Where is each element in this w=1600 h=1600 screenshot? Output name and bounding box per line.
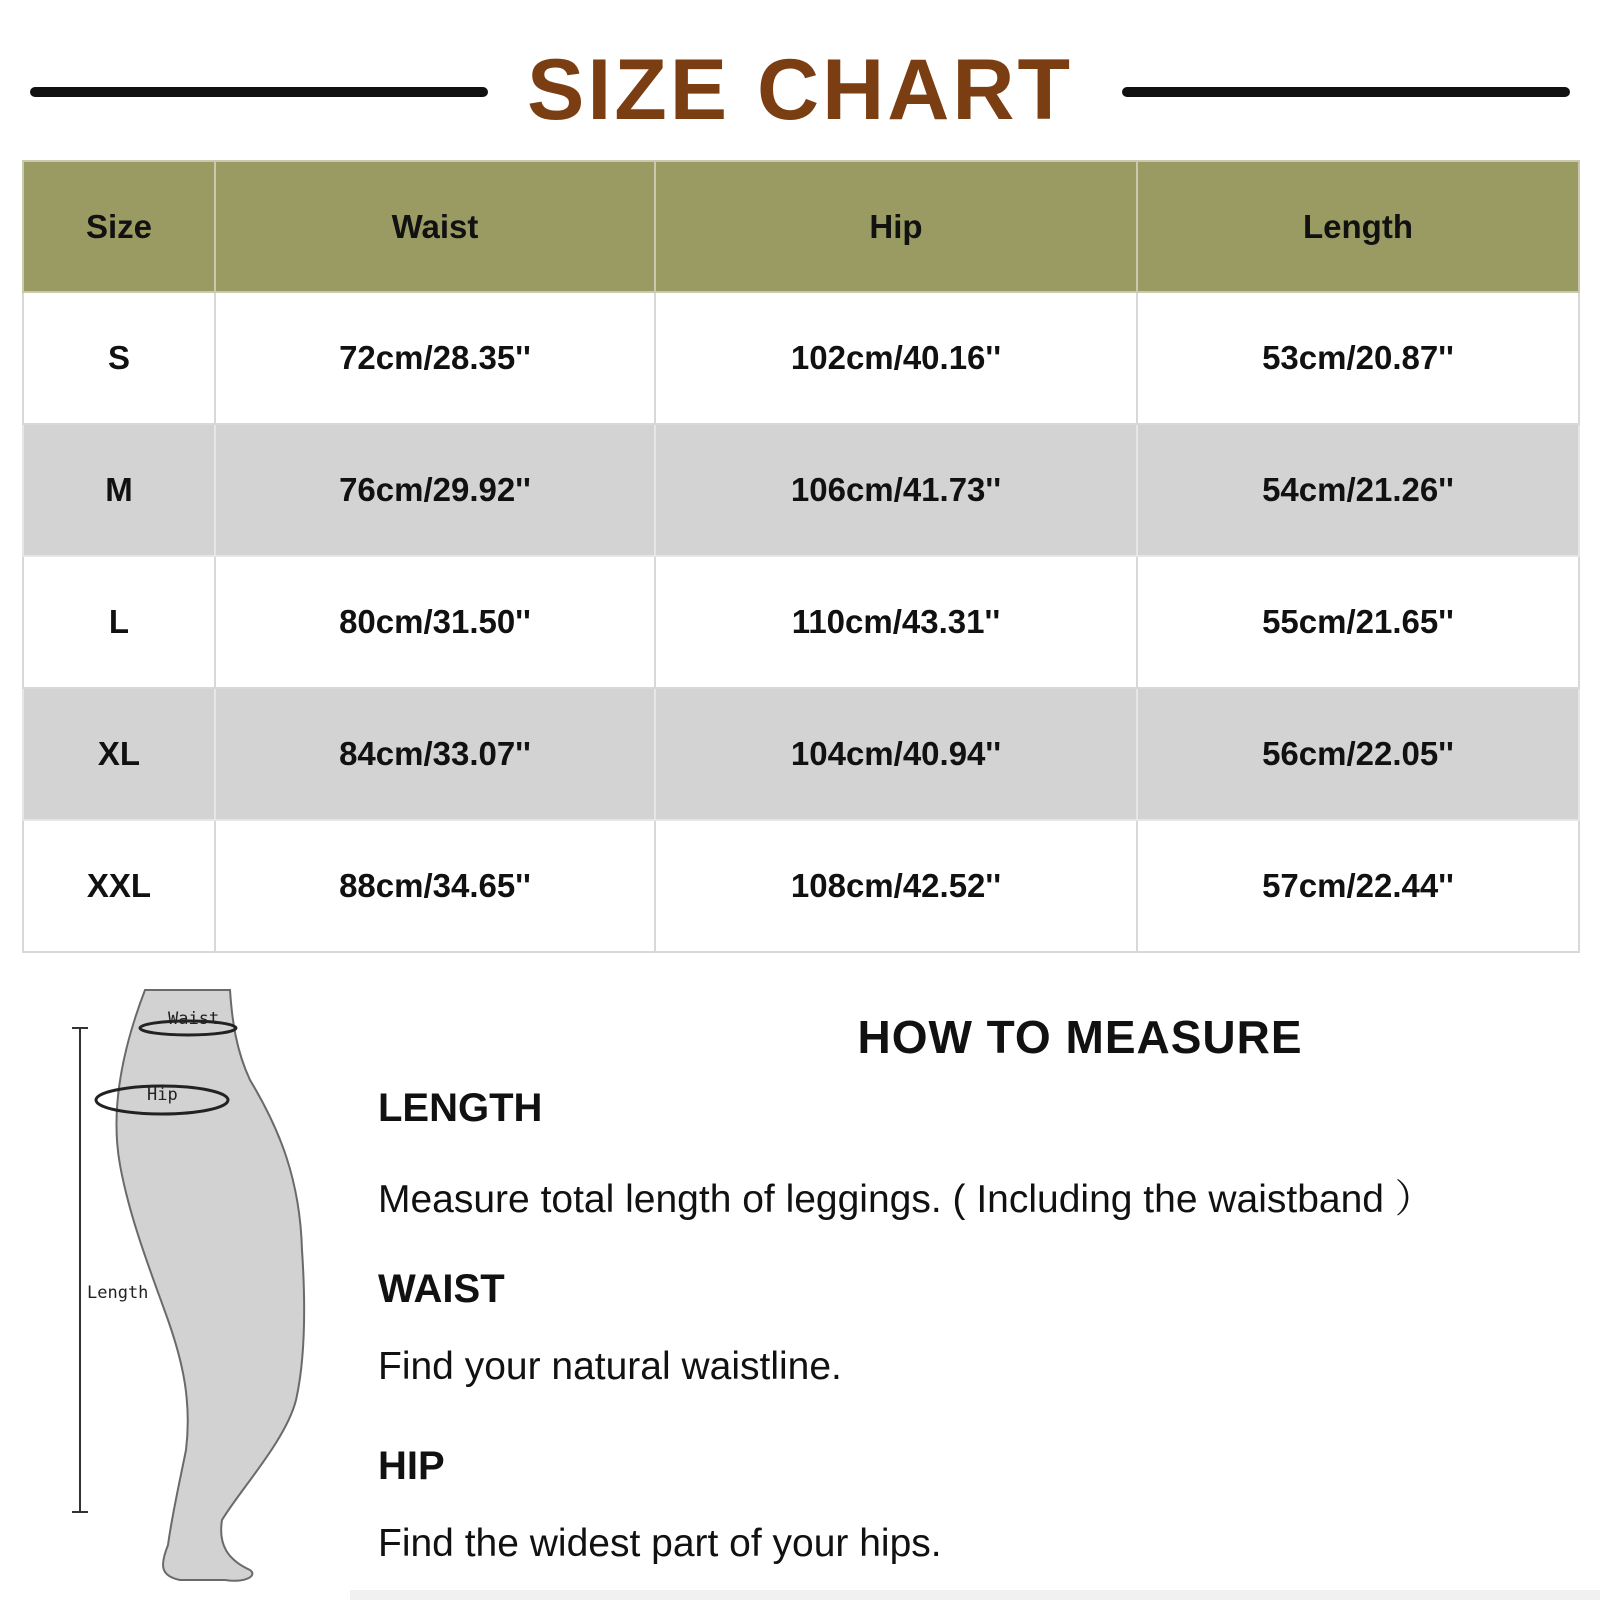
page-title: SIZE CHART xyxy=(527,42,1073,138)
table-row xyxy=(23,424,1579,556)
title-divider-right xyxy=(1122,87,1570,97)
table-row xyxy=(23,556,1579,688)
section-text-waist: Find your natural waistline. xyxy=(378,1345,842,1388)
cell-waist: 88cm/34.65'' xyxy=(215,820,655,952)
header-hip: Hip xyxy=(655,161,1137,292)
leggings-figure xyxy=(50,980,350,1590)
cell-hip: 108cm/42.52'' xyxy=(655,820,1137,952)
header-waist: Waist xyxy=(215,161,655,292)
title-bar xyxy=(0,40,1600,140)
length-label: Length xyxy=(87,1283,149,1303)
cell-hip: 106cm/41.73'' xyxy=(655,424,1137,556)
cell-waist: 76cm/29.92'' xyxy=(215,424,655,556)
cell-waist: 80cm/31.50'' xyxy=(215,556,655,688)
cell-length: 53cm/20.87'' xyxy=(1137,292,1579,424)
section-text-length: Measure total length of leggings. ( Including the waistband ） xyxy=(378,1178,1434,1221)
section-heading-hip: HIP xyxy=(378,1444,445,1488)
cell-length: 54cm/21.26'' xyxy=(1137,424,1579,556)
cell-hip: 102cm/40.16'' xyxy=(655,292,1137,424)
cell-length: 56cm/22.05'' xyxy=(1137,688,1579,820)
cell-size: XXL xyxy=(23,820,215,952)
section-heading-waist: WAIST xyxy=(378,1267,505,1311)
header-length: Length xyxy=(1137,161,1579,292)
table-header-row xyxy=(23,161,1579,292)
cell-waist: 84cm/33.07'' xyxy=(215,688,655,820)
cell-hip: 104cm/40.94'' xyxy=(655,688,1137,820)
size-table xyxy=(22,160,1580,953)
bottom-divider xyxy=(350,1590,1600,1600)
table-row xyxy=(23,820,1579,952)
how-to-measure-title: HOW TO MEASURE xyxy=(857,1011,1303,1063)
cell-size: M xyxy=(23,424,215,556)
cell-length: 55cm/21.65'' xyxy=(1137,556,1579,688)
cell-length: 57cm/22.44'' xyxy=(1137,820,1579,952)
cell-size: XL xyxy=(23,688,215,820)
header-size: Size xyxy=(23,161,215,292)
section-text-hip: Find the widest part of your hips. xyxy=(378,1522,942,1565)
waist-label: Waist xyxy=(168,1009,220,1029)
cell-waist: 72cm/28.35'' xyxy=(215,292,655,424)
table-row xyxy=(23,688,1579,820)
section-heading-length: LENGTH xyxy=(378,1086,543,1130)
cell-size: S xyxy=(23,292,215,424)
cell-size: L xyxy=(23,556,215,688)
cell-hip: 110cm/43.31'' xyxy=(655,556,1137,688)
table-row xyxy=(23,292,1579,424)
hip-label: Hip xyxy=(147,1085,178,1105)
